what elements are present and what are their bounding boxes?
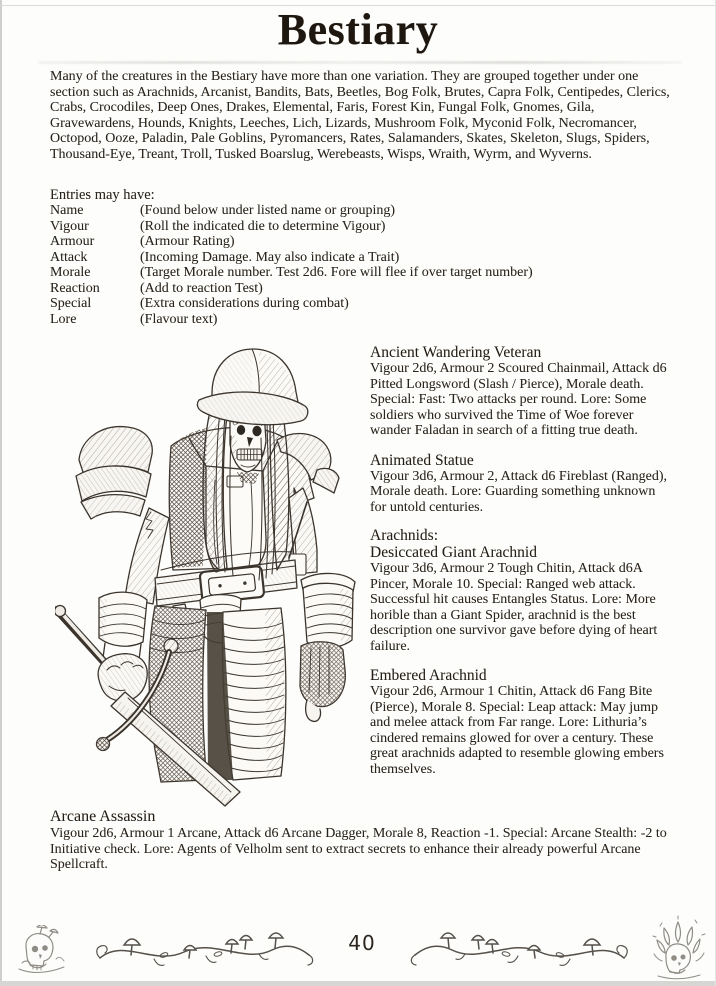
creature-entry bbox=[370, 667, 667, 777]
entry-desc: (Extra considerations during combat) bbox=[140, 296, 349, 311]
entry-term: Morale bbox=[50, 265, 91, 280]
entry-term: Armour bbox=[50, 234, 95, 249]
entry-term: Name bbox=[50, 203, 84, 218]
entries-heading: Entries may have: bbox=[50, 187, 155, 203]
creature-body: Vigour 3d6, Armour 2, Attack d6 Fireblast (Ranged), Morale death. Lore: Guarding something unknown for untold centuries. bbox=[370, 468, 668, 515]
creature-body: Vigour 2d6, Armour 2 Scoured Chainmail, Attack d6 Pitted Longsword (Slash / Pierce), Morale death. Special: Fast: Two attacks per round. Lore: Some soldiers who survived the Time of Woe forever wander Faladan in search of a fitting true death. bbox=[370, 361, 667, 438]
creature-group-heading: Arachnids: bbox=[370, 527, 439, 544]
intro-paragraph: Many of the creatures in the Bestiary have more than one variation. They are grouped together under one section such as Arachnids, Arcanist, Bandits, Bats, Beetles, Bog Folk, Brutes, Capra Folk, Centipedes, Clerics, Crabs, Crocodiles, Deep Ones, Drakes, Elemental, Faris, Forest Kin, Fungal Folk, Gnomes, Gila, Gravewardens, Hounds, Knights, Leeches, Lich, Lizards, Mushroom Folk, Myconid Folk, Necromancer, Octopod, Ooze, Paladin, Pale Goblins, Pyromancers, Rates, Salamanders, Skates, Skeleton, Slugs, Spiders, Thousand-Eye, Treant, Troll, Tusked Boarslug, Werebeasts, Wisps, Wraith, Wyrm, and Wyverns. bbox=[50, 69, 670, 162]
bottom-creature-entry bbox=[50, 808, 696, 873]
skull-mushroom-icon bbox=[12, 925, 74, 979]
entry-desc: (Incoming Damage. May also indicate a Trait) bbox=[140, 249, 400, 265]
page-edge-left bbox=[0, 0, 2, 986]
title-underline-smudge bbox=[38, 61, 682, 64]
creature-body: Vigour 2d6, Armour 1 Chitin, Attack d6 Fang Bite (Pierce), Morale 8. Special: Leap attack: May jump and melee attack from Far range. Lore: Lithuria’s cindered remains glowed for over a century. These great arachnids adapted to resemble glowing embers themselves. bbox=[370, 684, 664, 777]
entry-row bbox=[50, 219, 674, 235]
entry-row bbox=[50, 234, 674, 250]
entry-term: Vigour bbox=[50, 218, 89, 234]
entry-row bbox=[50, 203, 674, 219]
entry-desc: (Armour Rating) bbox=[140, 234, 235, 249]
creature-body: Vigour 3d6, Armour 2 Tough Chitin, Attack d6A Pincer, Morale 10. Special: Ranged web attack. Successful hit causes Entangles Status. Lore: More horible than a Giant Spider, arachnid is the best description one survivor gave before dying of heart failure. bbox=[370, 561, 658, 654]
creatures-column bbox=[370, 344, 667, 790]
entry-desc: (Add to reaction Test) bbox=[140, 280, 263, 296]
entry-term: Lore bbox=[50, 311, 77, 327]
entries-section bbox=[50, 187, 674, 327]
creature-body: Vigour 2d6, Armour 1 Arcane, Attack d6 Arcane Dagger, Morale 8, Reaction -1. Special: Arcane Stealth: -2 to Initiative check. Lore: Agents of Velholm sent to extract secrets to enhance their already powerful Arcane Spellcraft. bbox=[50, 826, 667, 872]
creature-entry bbox=[370, 344, 667, 439]
entry-row bbox=[50, 265, 674, 281]
undead-veteran-illustration bbox=[55, 340, 367, 807]
creature-heading: Animated Statue bbox=[370, 451, 474, 469]
entry-term: Special bbox=[50, 296, 92, 311]
flaming-skull-icon bbox=[650, 914, 708, 982]
creature-entry bbox=[370, 528, 667, 654]
entry-term: Reaction bbox=[50, 280, 100, 296]
creature-heading: Arcane Assassin bbox=[50, 808, 156, 825]
creature-entry bbox=[370, 452, 667, 516]
entry-term: Attack bbox=[50, 249, 88, 265]
entry-row bbox=[50, 312, 674, 328]
entry-desc: (Flavour text) bbox=[140, 311, 218, 327]
entry-row bbox=[50, 281, 674, 297]
creature-heading: Embered Arachnid bbox=[370, 667, 487, 684]
entry-row bbox=[50, 250, 674, 266]
vine-flourish-mirrored-icon bbox=[408, 928, 630, 972]
page-footer bbox=[0, 914, 716, 986]
creature-heading: Desiccated Giant Arachnid bbox=[370, 544, 537, 561]
entry-desc: (Roll the indicated die to determine Vigour) bbox=[140, 218, 386, 234]
vine-flourish-icon bbox=[94, 928, 316, 972]
page-title: Bestiary bbox=[277, 5, 439, 54]
page-number: 40 bbox=[348, 931, 376, 955]
creature-heading: Ancient Wandering Veteran bbox=[370, 344, 542, 361]
entry-row bbox=[50, 296, 674, 312]
entry-desc: (Target Morale number. Test 2d6. Fore will flee if over target number) bbox=[140, 265, 533, 280]
entry-desc: (Found below under listed name or grouping) bbox=[140, 203, 396, 218]
